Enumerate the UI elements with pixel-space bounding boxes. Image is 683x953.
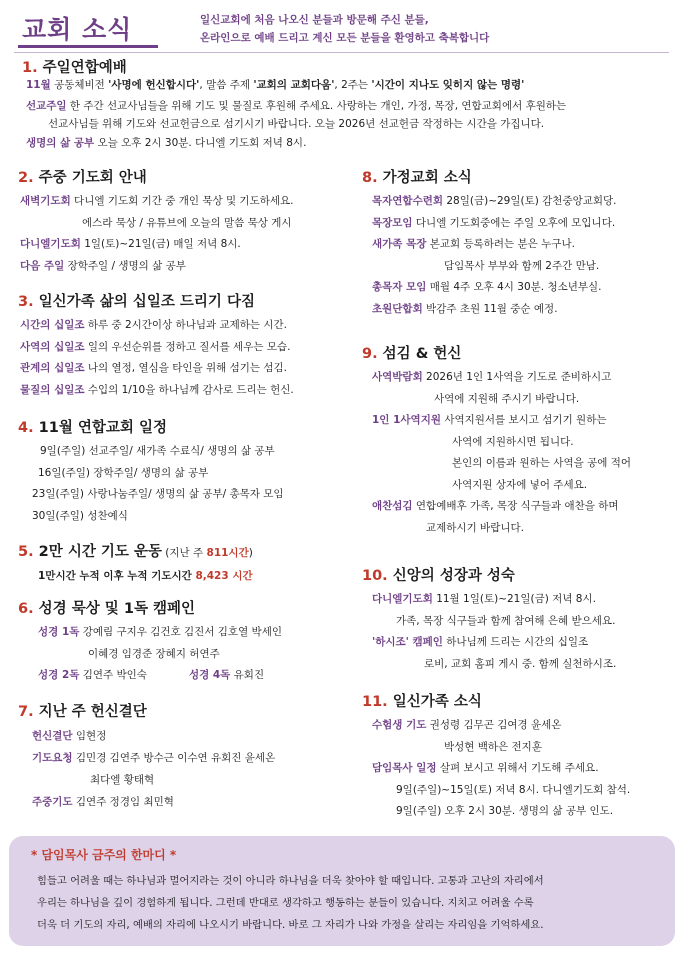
line: 사역박람회 2026년 1인 1사역을 기도로 준비하시고	[372, 371, 612, 383]
line: 9일(주일) 오후 2시 30분. 생명의 삶 공부 인도.	[396, 805, 614, 817]
line: 주중기도 김연주 정경임 최민혁	[32, 796, 174, 808]
line: 1만시간 누적 이후 누적 기도시간 8,423 시간	[38, 570, 253, 582]
line: 물질의 십일조 수입의 1/10을 하나님께 감사로 드리는 헌신.	[20, 383, 294, 396]
section-heading: 8. 가정교회 소식	[362, 170, 472, 186]
line: 16일(주일) 장학주일/ 생명의 삶 공부	[38, 466, 209, 479]
line: 로비, 교회 홈피 게시 중. 함께 실천하시조.	[424, 657, 617, 670]
line: 초원단합회 박감주 초원 11월 중순 예정.	[372, 302, 558, 315]
line: 9일(주일) 선교주일/ 새가족 수료식/ 생명의 삶 공부	[40, 445, 275, 457]
section-bible-reading	[18, 599, 282, 687]
line: 성경 1독 강예림 구지우 김건호 김진서 김호열 박세인	[38, 626, 282, 638]
section-heading: 5. 2만 시간 기도 운동 (지난 주 811시간)	[18, 544, 253, 560]
line: 애찬섬김 연합예배후 가족, 목장 식구들과 애찬을 하며	[372, 500, 619, 512]
section-house-church	[362, 168, 617, 320]
pastor-message-line-3: 더욱 더 기도의 자리, 예배의 자리에 나오시기 바랍니다. 바로 그 자리가 나와 가정을 살리는 자리임을 기억하세요.	[37, 919, 544, 931]
line: 다니엘기도회 1일(토)~21일(금) 매일 저녁 8시.	[20, 238, 241, 250]
line: 성경 2독 김연주 박인숙 성경 4독 유회진	[38, 669, 265, 681]
section-heading: 2. 주중 기도회 안내	[18, 170, 147, 186]
pastor-message-box	[9, 836, 675, 946]
section-sunday-service	[22, 58, 566, 153]
line: 에스라 묵상 / 유튜브에 오늘의 말씀 묵상 게시	[82, 216, 292, 229]
line: 9일(주일)~15일(토) 저녁 8시. 다니엘기도회 참석.	[396, 783, 631, 796]
title-underline	[18, 45, 158, 48]
line: 새가족 목장 본교회 등록하려는 분은 누구나.	[372, 238, 575, 250]
line: 1인 1사역지원 사역지원서를 보시고 섬기기 원하는	[372, 414, 607, 426]
pastor-message-title: * 담임목사 금주의 한마디 *	[31, 848, 177, 862]
section-prayer-campaign	[18, 542, 253, 588]
line: 헌신결단 임현정	[32, 730, 107, 742]
pastor-message-line-1: 힘들고 어려울 때는 하나님과 멀어지라는 것이 아니라 하나님을 더욱 찾아야 할 때입니다. 고통과 고난의 자리에서	[37, 875, 544, 887]
page-header	[0, 0, 683, 52]
line: 목자연합수련회 28일(금)~29일(토) 감천중앙교회당.	[372, 195, 617, 207]
line: 시간의 십일조 하루 중 2시간이상 하나님과 교제하는 시간.	[20, 319, 287, 331]
line: 선교주일 한 주간 선교사님들을 위해 기도 및 물질로 후원해 주세요. 사랑하는 개인, 가정, 목장, 연합교회에서 후원하는	[26, 99, 567, 112]
line: 사역에 지원해 주시기 바랍니다.	[434, 392, 580, 405]
section-family-news	[362, 692, 630, 823]
line: 생명의 삶 공부 오늘 오후 2시 30분. 다니엘 기도회 저녁 8시.	[26, 136, 307, 149]
line: 선교사님들 위해 기도와 선교헌금으로 섬기시기 바랍니다. 오늘 2026년 선교헌금 작정하는 시간을 가집니다.	[48, 117, 545, 130]
section-prayer-meetings	[18, 168, 293, 277]
line: 사역에 지원하시면 됩니다.	[452, 435, 574, 448]
line: 박성현 백하은 전지훈	[444, 740, 542, 753]
section-heading: 1. 주일연합예배	[22, 60, 127, 76]
welcome-line-2: 온라인으로 예배 드리고 계신 모든 분들을 환영하고 축복합니다	[200, 32, 490, 44]
line: 본인의 이름과 원하는 사역을 공에 적어	[452, 457, 631, 469]
section-november-schedule	[18, 418, 284, 527]
line: 이혜경 임경준 장혜지 허연주	[88, 647, 220, 660]
line: 다음 주일 장학주일 / 생명의 삶 공부	[20, 259, 186, 272]
line: 새벽기도회 다니엘 기도회 기간 중 개인 묵상 및 기도하세요.	[20, 195, 294, 207]
line: 관계의 십일조 나의 열정, 열심을 타인을 위해 섬기는 섬김.	[20, 362, 287, 374]
line: 23일(주일) 사랑나눔주일/ 생명의 삶 공부/ 총목자 모임	[32, 488, 284, 500]
header-divider	[14, 52, 669, 53]
section-faith-growth	[362, 566, 616, 675]
line: 기도요청 김민경 김연주 방수근 이수연 유회진 윤세온	[32, 752, 276, 764]
page-title: 교회 소식	[22, 15, 133, 44]
section-service-dedication	[362, 344, 631, 539]
line: 교제하시기 바랍니다.	[426, 521, 524, 534]
section-heading: 4. 11월 연합교회 일정	[18, 420, 167, 436]
section-dedication	[18, 702, 275, 813]
line: 가족, 목장 식구들과 함께 참여해 은혜 받으세요.	[396, 614, 616, 627]
line: 담임목사 일정 살펴 보시고 위해서 기도해 주세요.	[372, 762, 599, 774]
line: 사역지원 상자에 넣어 주세요.	[452, 478, 588, 491]
line: 다니엘기도회 11월 1일(토)~21일(금) 저녁 8시.	[372, 593, 596, 605]
line: 총목자 모임 매월 4주 오후 4시 30분. 청소년부실.	[372, 281, 602, 293]
section-heading: 9. 섬김 & 헌신	[362, 346, 462, 362]
welcome-message	[200, 11, 489, 47]
section-tithe-commitment	[18, 292, 294, 401]
line: 최다엘 황태혁	[90, 774, 155, 786]
section-heading: 10. 신앙의 성장과 성숙	[362, 568, 515, 584]
line: 30일(주일) 성찬예식	[32, 509, 128, 522]
line: 11월 공동체비전 '사명에 헌신합시다', 말씀 주제 '교회의 교회다움', 2주는 '시간이 지나도 잊히지 않는 명령'	[26, 79, 525, 91]
pastor-message-line-2: 우리는 하나님을 깊이 경험하게 됩니다. 그런데 반대로 생각하고 행동하는 분들이 있습니다. 지치고 어려울 수록	[37, 897, 534, 909]
welcome-line-1: 일신교회에 처음 나오신 분들과 방문해 주신 분들,	[200, 14, 429, 26]
line: 사역의 십일조 일의 우선순위를 정하고 질서를 세우는 모습.	[20, 340, 291, 353]
section-heading: 6. 성경 묵상 및 1독 캠페인	[18, 601, 196, 617]
section-heading: 11. 일신가족 소식	[362, 694, 482, 710]
section-heading: 7. 지난 주 헌신결단	[18, 704, 147, 720]
line: 담임목사 부부와 함께 2주간 만남.	[444, 259, 600, 272]
section-heading: 3. 일신가족 삶의 십일조 드리기 다짐	[18, 294, 255, 310]
line: 목장모임 다니엘 기도회중에는 주일 오후에 모입니다.	[372, 216, 616, 229]
line: '하시조' 캠페인 하나님께 드리는 시간의 십일조	[372, 636, 589, 648]
line: 수험생 기도 권성령 김무곤 김여경 윤세온	[372, 719, 562, 731]
